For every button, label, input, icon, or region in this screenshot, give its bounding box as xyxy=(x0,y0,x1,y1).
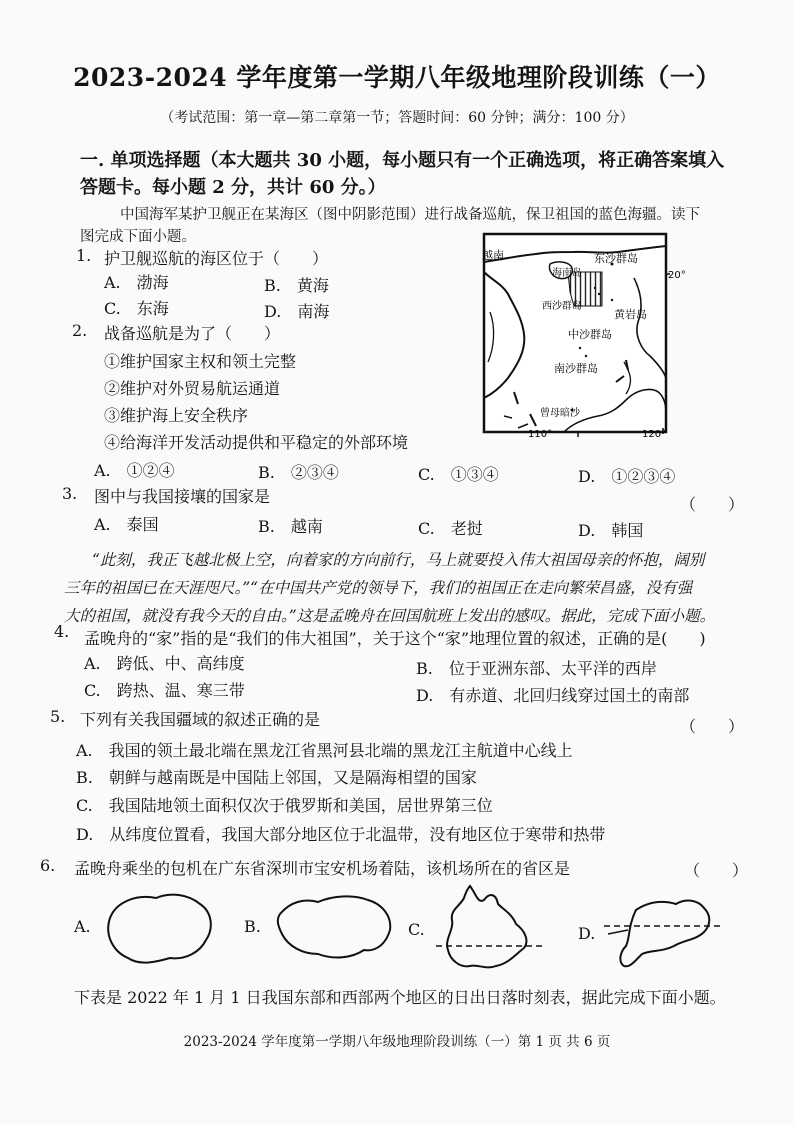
province-outline-guangdong xyxy=(600,890,728,972)
option-c: C. 东海 xyxy=(104,299,169,318)
longitude-label: 110° xyxy=(528,429,553,440)
passage-line: “此刻，我正飞越北极上空，向着家的方向前行，马上就要投入伟大祖国母亲的怀抱，阔别 xyxy=(92,551,705,569)
statement-1: ①维护国家主权和领土完整 xyxy=(104,352,297,371)
page-footer: 2023-2024 学年度第一学期八年级地理阶段训练（一）第 1 页 共 6 页 xyxy=(183,1034,611,1050)
intro-line: 中国海军某护卫舰正在某海区（图中阴影范围）进行战备巡航，保卫祖国的蓝色海疆。读下 xyxy=(120,207,700,223)
answer-blank: （ ） xyxy=(680,717,745,736)
option-b: B. xyxy=(244,917,261,936)
map-label: 东沙群岛 xyxy=(594,252,638,265)
answer-blank: （ ） xyxy=(680,495,745,514)
option-c: C. 跨热、温、寒三带 xyxy=(84,681,245,700)
option-b: B. 位于亚洲东部、太平洋的西岸 xyxy=(416,659,657,678)
passage-line: 三年的祖国已在天涯咫尺。”“在中国共产党的领导下，我们的祖国正在走向繁荣昌盛，没有强 xyxy=(64,579,693,597)
question-stem: 护卫舰巡航的海区位于（ ） xyxy=(104,249,329,268)
exam-info: （考试范围：第一章—第二章第一节；答题时间：60 分钟；满分：100 分） xyxy=(160,110,634,126)
question-number: 1. xyxy=(76,246,92,265)
statement-2: ②维护对外贸易航运通道 xyxy=(104,379,281,398)
option-a: A. xyxy=(74,917,91,936)
page-title: 2023-2024 学年度第一学期八年级地理阶段训练（一） xyxy=(73,63,721,92)
option-d: D. 从纬度位置看，我国大部分地区位于北温带，没有地区位于寒带和热带 xyxy=(76,825,606,844)
question-number: 3. xyxy=(62,484,78,503)
map-label: 西沙群岛 xyxy=(542,301,582,312)
question-stem: 战备巡航是为了（ ） xyxy=(104,324,281,343)
option-d: D. 有赤道、北回归线穿过国土的南部 xyxy=(416,686,690,705)
option-c: C. xyxy=(408,920,425,939)
map-label: 越南 xyxy=(482,249,504,262)
south-china-sea-map xyxy=(478,232,688,440)
option-b: B. 朝鲜与越南既是中国陆上邻国，又是隔海相望的国家 xyxy=(76,768,477,787)
option-a: A. ①②④ xyxy=(94,461,175,480)
option-b: B. ②③④ xyxy=(258,463,339,482)
question-number: 6. xyxy=(40,856,56,875)
option-c: C. ①③④ xyxy=(418,465,499,484)
statement-3: ③维护海上安全秩序 xyxy=(104,406,249,425)
statement-4: ④给海洋开发活动提供和平稳定的外部环境 xyxy=(104,433,409,452)
section-heading: 一. 单项选择题（本大题共 30 小题，每小题只有一个正确选项，将正确答案填入答题卡。每小题 2 分，共计 60 分。） xyxy=(80,150,725,198)
option-d: D. xyxy=(578,924,596,943)
option-c: C. 我国陆地领土面积仅次于俄罗斯和美国，居世界第三位 xyxy=(76,796,493,815)
option-a: A. 跨低、中、高纬度 xyxy=(84,654,245,673)
map-label: 海南岛 xyxy=(552,268,582,279)
option-c: C. 老挝 xyxy=(418,519,483,538)
latitude-label: 20° xyxy=(668,270,686,281)
question-number: 4. xyxy=(54,622,70,641)
map-label: 黄岩岛 xyxy=(614,308,647,321)
question-stem: 孟晚舟的“家”指的是“我们的伟大祖国”，关于这个“家”地理位置的叙述，正确的是( ) xyxy=(84,629,706,648)
province-outline-tibet xyxy=(272,888,400,968)
option-a: A. 渤海 xyxy=(104,273,169,292)
map-label: 中沙群岛 xyxy=(568,328,612,341)
passage-line: 大的祖国，就没有我今天的自由。”这是孟晚舟在回国航班上发出的感叹。据此，完成下面小题。 xyxy=(64,607,716,625)
map-label: 南沙群岛 xyxy=(554,362,598,375)
option-d: D. 韩国 xyxy=(578,521,644,540)
question-stem: 孟晚舟乘坐的包机在广东省深圳市宝安机场着陆，该机场所在的省区是 xyxy=(74,859,571,878)
province-outline-yunnan xyxy=(430,880,550,972)
intro-line: 图完成下面小题。 xyxy=(80,229,196,245)
option-b: B. 黄海 xyxy=(264,276,329,295)
answer-blank: （ ） xyxy=(684,861,749,880)
option-a: A. 我国的领土最北端在黑龙江省黑河县北端的黑龙江主航道中心线上 xyxy=(76,741,573,760)
option-b: B. 越南 xyxy=(258,517,323,536)
option-d: D. 南海 xyxy=(264,302,330,321)
option-a: A. 泰国 xyxy=(94,515,159,534)
map-label: 曾母暗沙 xyxy=(540,408,580,419)
province-outline-qinghai xyxy=(100,888,220,970)
question-number: 5. xyxy=(50,707,66,726)
table-intro: 下表是 2022 年 1 月 1 日我国东部和西部两个地区的日出日落时刻表，据此完成下面小题。 xyxy=(74,988,726,1007)
option-d: D. ①②③④ xyxy=(578,467,676,486)
question-stem: 图中与我国接壤的国家是 xyxy=(94,487,271,506)
question-number: 2. xyxy=(72,321,88,340)
longitude-label: 120° xyxy=(642,429,667,440)
map-figure xyxy=(478,232,688,440)
question-stem: 下列有关我国疆域的叙述正确的是 xyxy=(80,710,321,729)
